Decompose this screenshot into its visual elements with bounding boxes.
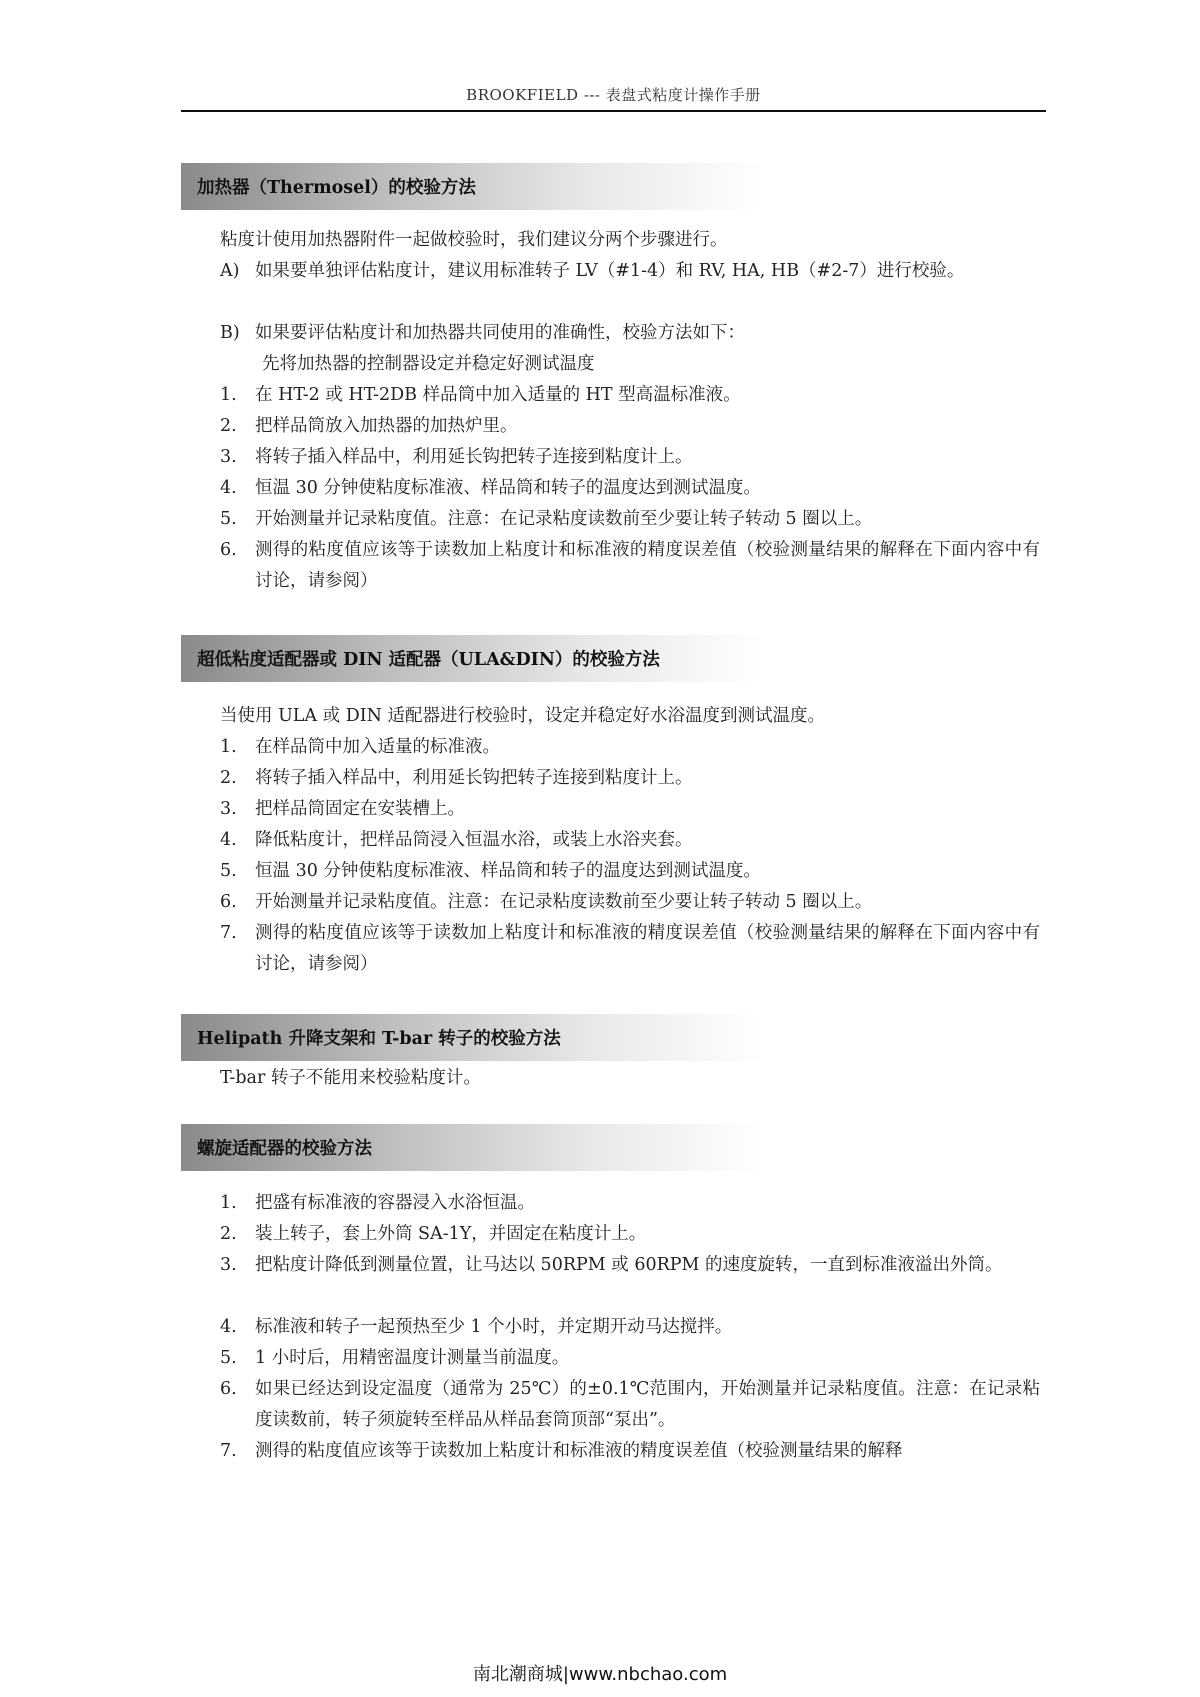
list-number: 5.	[220, 509, 237, 529]
list-number: 2.	[220, 1224, 237, 1244]
list-item	[220, 535, 1040, 597]
list-item	[220, 1436, 1040, 1467]
list-number: 2.	[220, 768, 237, 788]
page-header-title: BROOKFIELD --- 表盘式粘度计操作手册	[466, 86, 761, 104]
list-item	[220, 504, 1040, 535]
list-text: 把粘度计降低到测量位置，让马达以 50RPM 或 60RPM 的速度旋转，一直到标准液溢出外筒。	[255, 1255, 1003, 1275]
list-number: 2.	[220, 416, 237, 436]
list-number: 6.	[220, 540, 237, 560]
list-text: 测得的粘度值应该等于读数加上粘度计和标准液的精度误差值（校验测量结果的解释在下面内容中有讨论，请参阅）	[255, 923, 1040, 974]
list-item	[220, 380, 1040, 411]
list-number: 3.	[220, 799, 237, 819]
option-item-b	[220, 318, 1040, 349]
list-text: 测得的粘度值应该等于读数加上粘度计和标准液的精度误差值（校验测量结果的解释	[255, 1441, 903, 1461]
list-number: 1.	[220, 737, 237, 757]
option-text: 如果要评估粘度计和加热器共同使用的准确性，校验方法如下：	[255, 323, 745, 343]
list-item	[220, 1188, 1040, 1219]
section-intro: T-bar 转子不能用来校验粘度计。	[220, 1068, 481, 1088]
list-text: 恒温 30 分钟使粘度标准液、样品筒和转子的温度达到测试温度。	[255, 478, 761, 498]
list-text: 标准液和转子一起预热至少 1 个小时，并定期开动马达搅拌。	[255, 1317, 733, 1337]
footer-site-link: 南北潮商城|www.nbchao.com	[472, 1664, 728, 1685]
list-item	[220, 763, 1040, 794]
list-text: 降低粘度计，把样品筒浸入恒温水浴，或装上水浴夹套。	[255, 830, 693, 850]
list-text: 装上转子，套上外筒 SA-1Y，并固定在粘度计上。	[255, 1224, 647, 1244]
list-item	[220, 473, 1040, 504]
section-heading-spiral-adapter: 螺旋适配器的校验方法	[181, 1124, 764, 1171]
list-number: 3.	[220, 447, 237, 467]
list-number: 1.	[220, 385, 237, 405]
list-number: 7.	[220, 923, 237, 943]
list-number: 4.	[220, 1317, 237, 1337]
list-text: 如果已经达到设定温度（通常为 25℃）的±0.1℃范围内，开始测量并记录粘度值。注意：在记录粘度读数前，转子须旋转至样品从样品套筒顶部“泵出”。	[255, 1379, 1040, 1430]
option-marker: A)	[220, 261, 240, 281]
list-item	[220, 887, 1040, 918]
list-item	[220, 794, 1040, 825]
list-item	[220, 442, 1040, 473]
list-text: 测得的粘度值应该等于读数加上粘度计和标准液的精度误差值（校验测量结果的解释在下面内容中有讨论，请参阅）	[255, 540, 1040, 591]
list-item	[220, 1250, 1040, 1281]
option-item-a	[220, 256, 1040, 287]
list-item	[220, 1374, 1040, 1436]
section-intro: 粘度计使用加热器附件一起做校验时，我们建议分两个步骤进行。	[220, 230, 728, 250]
list-item	[220, 1343, 1040, 1374]
list-text: 在 HT-2 或 HT-2DB 样品筒中加入适量的 HT 型高温标准液。	[255, 385, 741, 405]
list-text: 1 小时后，用精密温度计测量当前温度。	[255, 1348, 570, 1368]
section-heading-helipath: Helipath 升降支架和 T-bar 转子的校验方法	[181, 1014, 764, 1061]
list-text: 把样品筒固定在安装槽上。	[255, 799, 465, 819]
section-intro: 当使用 ULA 或 DIN 适配器进行校验时，设定并稳定好水浴温度到测试温度。	[220, 706, 826, 726]
list-text: 开始测量并记录粘度值。注意：在记录粘度读数前至少要让转子转动 5 圈以上。	[255, 509, 873, 529]
list-text: 恒温 30 分钟使粘度标准液、样品筒和转子的温度达到测试温度。	[255, 861, 761, 881]
list-text: 把样品筒放入加热器的加热炉里。	[255, 416, 518, 436]
list-number: 3.	[220, 1255, 237, 1275]
option-text: 如果要单独评估粘度计，建议用标准转子 LV（#1-4）和 RV, HA, HB（#2-7）进行校验。	[255, 261, 965, 281]
list-number: 6.	[220, 892, 237, 912]
list-item	[220, 1312, 1040, 1343]
section-heading-thermosel: 加热器（Thermosel）的校验方法	[181, 163, 764, 210]
list-number: 5.	[220, 1348, 237, 1368]
option-marker: B)	[220, 323, 240, 343]
list-item	[220, 856, 1040, 887]
list-number: 4.	[220, 478, 237, 498]
list-item	[220, 1219, 1040, 1250]
section-note: 先将加热器的控制器设定并稳定好测试温度	[262, 354, 595, 374]
list-item	[220, 411, 1040, 442]
list-item	[220, 825, 1040, 856]
list-text: 把盛有标准液的容器浸入水浴恒温。	[255, 1193, 535, 1213]
list-number: 6.	[220, 1379, 237, 1399]
section-heading-ula-din: 超低粘度适配器或 DIN 适配器（ULA&DIN）的校验方法	[181, 635, 764, 682]
list-text: 在样品筒中加入适量的标准液。	[255, 737, 500, 757]
list-item	[220, 732, 1040, 763]
list-text: 开始测量并记录粘度值。注意：在记录粘度读数前至少要让转子转动 5 圈以上。	[255, 892, 873, 912]
header-divider	[181, 110, 1046, 112]
list-text: 将转子插入样品中，利用延长钩把转子连接到粘度计上。	[255, 447, 693, 467]
list-text: 将转子插入样品中，利用延长钩把转子连接到粘度计上。	[255, 768, 693, 788]
list-number: 1.	[220, 1193, 237, 1213]
list-number: 5.	[220, 861, 237, 881]
list-number: 7.	[220, 1441, 237, 1461]
list-item	[220, 918, 1040, 980]
list-number: 4.	[220, 830, 237, 850]
